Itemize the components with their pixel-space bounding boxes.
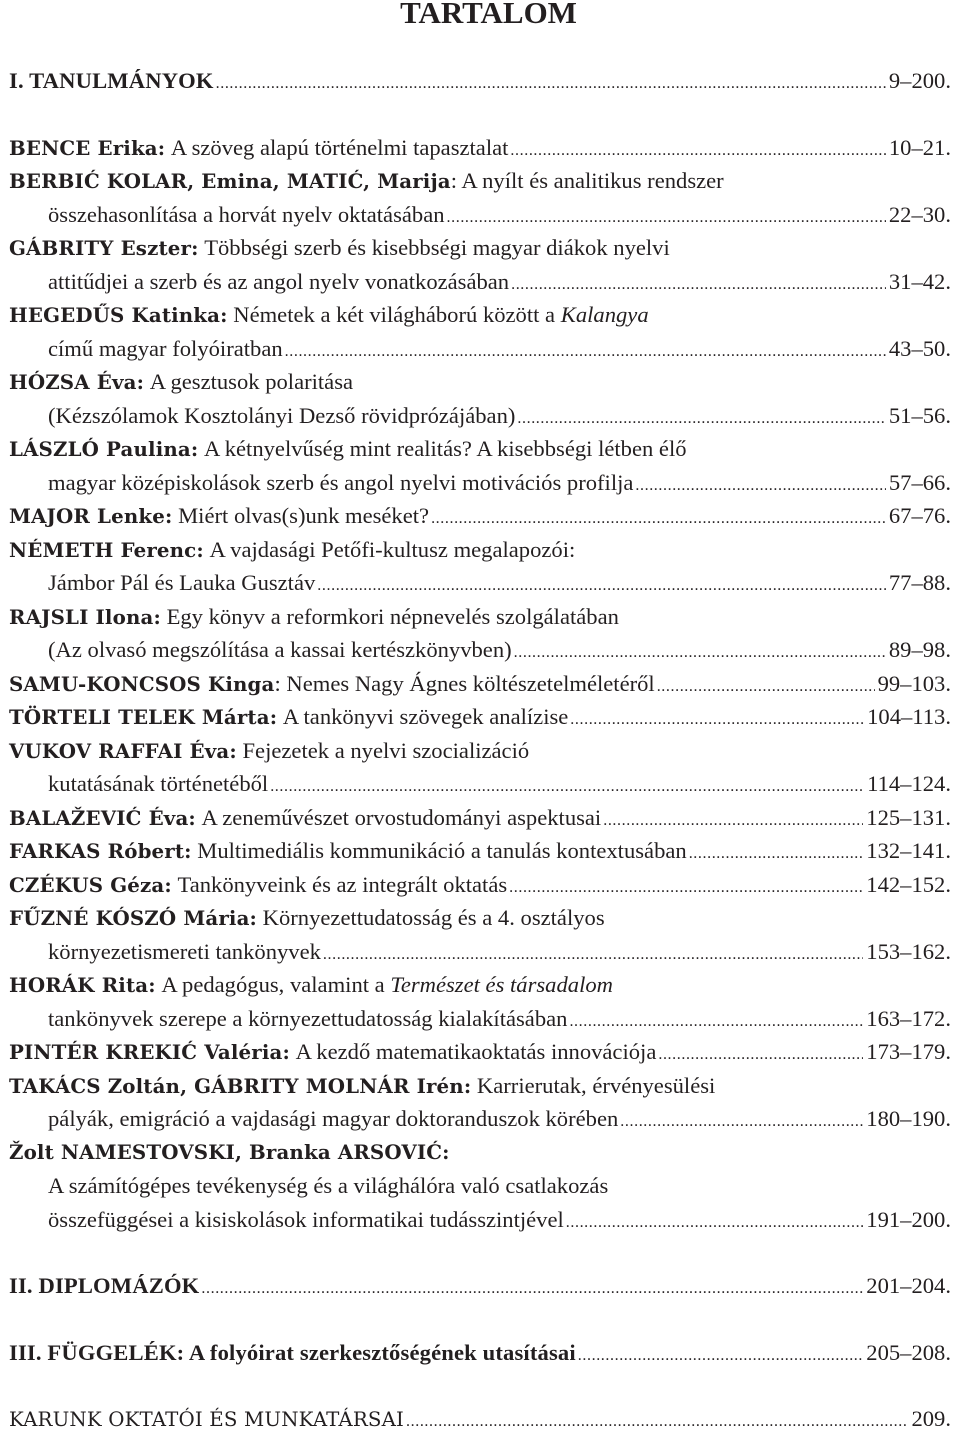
spacer <box>9 98 951 131</box>
toc-entry[interactable] <box>9 131 951 165</box>
page-range: 163–172. <box>866 1005 951 1031</box>
entry-title: attitűdjei a szerb és az angol nyelv vonatkozásában <box>48 268 510 294</box>
entry-author: HÓZSA Éva: <box>9 370 145 394</box>
toc-entry[interactable] <box>9 868 951 902</box>
dot-leader <box>620 1105 863 1139</box>
page-range: 22–30. <box>888 201 951 227</box>
entry-title: A gesztusok polaritása <box>149 369 354 394</box>
entry-author: FŰZNÉ KÓSZÓ Mária: <box>9 906 257 930</box>
entry-author: VUKOV RAFFAI Éva: <box>9 738 237 763</box>
page-range: 67–76. <box>888 503 951 528</box>
page-range: 125–131. <box>866 804 951 830</box>
dot-leader <box>510 134 885 168</box>
dot-leader <box>517 402 885 436</box>
toc-entry-continuation[interactable] <box>9 633 951 667</box>
entry-title: A számítógépes tevékenység és a világháló​ra való csatlakozás <box>48 1173 609 1198</box>
page-range: 77–88. <box>888 570 951 595</box>
page-range: 31–42. <box>888 268 951 294</box>
entry-title: kutatásának történetéből <box>48 771 269 796</box>
entry-author: RAJSLI Ilona: <box>9 604 161 629</box>
dot-leader <box>511 268 886 302</box>
page-range: 142–152. <box>866 871 951 897</box>
dot-leader <box>570 703 864 737</box>
toc-entry[interactable] <box>9 1035 951 1069</box>
toc-entry[interactable] <box>9 1069 951 1103</box>
entry-author: BERBIĆ KOLAR, Emina, MATIĆ, Marija <box>9 169 451 193</box>
entry-title: A tankönyvi szövegek analízise <box>282 704 569 729</box>
entry-author: SAMU-KONCSOS Kinga <box>9 671 275 696</box>
dot-leader <box>201 1272 863 1306</box>
toc-entry[interactable] <box>9 600 951 634</box>
entry-author: CZÉKUS Géza: <box>9 872 172 897</box>
page-title: TARTALOM <box>400 0 577 26</box>
spacer <box>9 1236 951 1269</box>
entry-title: összefüggései a kisiskolások informatikai tudásszintjével <box>48 1206 564 1232</box>
entry-title: összehasonlítása a horvát nyelv oktatásában <box>48 201 445 227</box>
entry-author: HORÁK Rita: <box>9 973 156 997</box>
entry-title: Egy könyv a reformkori népnevelés szolgálatában <box>166 603 619 629</box>
toc-entry[interactable] <box>9 1136 951 1170</box>
page-range: 209. <box>911 1406 951 1431</box>
toc-entry[interactable] <box>9 164 951 198</box>
entry-title: pályák, emigráció a vajdasági magyar doktoranduszok körében <box>48 1106 619 1131</box>
entry-title-italic: Természet és társadalom <box>390 972 613 997</box>
entry-title: magyar középiskolások szerb és angol nyelvi motivációs profilja <box>48 469 634 495</box>
toc-entry[interactable] <box>9 901 951 935</box>
entry-author: GÁBRITY Eszter: <box>9 236 199 260</box>
dot-leader <box>569 1005 863 1039</box>
entry-title: : A nyílt és analitikus rendszer <box>450 168 724 193</box>
section-heading: KARUNK OKTATÓI ÉS MUNKATÁRSAI <box>9 1408 405 1431</box>
toc-section-staff[interactable] <box>9 1402 951 1436</box>
dot-leader <box>578 1339 863 1373</box>
toc-section-appendix[interactable] <box>9 1336 951 1370</box>
table-of-contents <box>9 0 951 1436</box>
dot-leader <box>270 770 864 804</box>
entry-title: Többségi szerb és kisebbségi magyar diákok nyelvi <box>204 235 670 260</box>
entry-title: A szöveg alapú történelmi tapasztalat <box>170 134 509 160</box>
entry-title: Miért olvas(s)unk meséket? <box>178 503 430 528</box>
toc-entry-continuation[interactable] <box>9 1102 951 1136</box>
spacer <box>9 1369 951 1402</box>
toc-entry[interactable] <box>9 667 951 701</box>
dot-leader <box>406 1405 908 1439</box>
entry-author: MAJOR Lenke: <box>9 504 173 528</box>
page-range: 132–141. <box>866 838 951 863</box>
entry-title: A pedagógus, valamint a <box>161 972 385 997</box>
dot-leader <box>431 502 886 536</box>
toc-entries <box>9 131 951 1237</box>
page-range: 57–66. <box>888 469 951 495</box>
page-range: 10–21. <box>888 134 951 160</box>
dot-leader <box>509 871 863 905</box>
toc-entry-continuation[interactable] <box>9 466 951 500</box>
toc-entry[interactable] <box>9 533 951 567</box>
entry-title-italic: Kalangya <box>560 302 649 327</box>
toc-entry[interactable] <box>9 432 951 466</box>
page-range: 43–50. <box>888 335 951 361</box>
page-range: 205–208. <box>866 1339 951 1365</box>
page-range: 114–124. <box>867 771 951 796</box>
toc-entry-continuation[interactable] <box>9 566 951 600</box>
entry-title: A vajdasági Petőfi-kultusz megalapozói: <box>209 536 576 562</box>
section-heading: I. TANULMÁNYOK <box>9 68 214 93</box>
entry-title: Karrierutak, érvényesülési <box>476 1072 716 1098</box>
toc-entry-continuation[interactable] <box>9 1203 951 1237</box>
spacer <box>9 1303 951 1336</box>
toc-entry[interactable] <box>9 734 951 768</box>
entry-author: FARKAS Róbert: <box>9 839 192 863</box>
entry-author: BENCE Erika: <box>9 135 166 160</box>
entry-title: Fejezetek a nyelvi szocializáció <box>242 737 530 763</box>
entry-author: BALAŽEVIĆ Éva: <box>9 805 196 830</box>
section-heading: III. FÜGGELÉK: A folyóirat szerkesztőségének utasításai <box>9 1339 576 1365</box>
toc-section-graduates[interactable] <box>9 1269 951 1303</box>
dot-leader <box>566 1206 863 1240</box>
entry-title: című magyar folyóiratban <box>48 335 283 361</box>
dot-leader <box>689 837 864 871</box>
page-range: 104–113. <box>867 704 951 729</box>
entry-title: : Nemes Nagy Ágnes költészetelméletéről <box>274 670 655 696</box>
entry-author: NÉMETH Ferenc: <box>9 537 204 562</box>
entry-title: Németek a két világháború között a <box>233 302 556 327</box>
dot-leader <box>514 636 886 670</box>
toc-entry[interactable] <box>9 231 951 265</box>
toc-entry-continuation[interactable] <box>9 198 951 232</box>
entry-author: LÁSZLÓ Paulina: <box>9 437 199 461</box>
dot-leader <box>603 804 863 838</box>
entry-title: Multimediális kommunikáció a tanulás kontextusában <box>197 838 687 863</box>
entry-title: A kétnyelvűség mint realitás? A kisebbségi létben élő <box>204 436 687 461</box>
toc-entry-continuation[interactable] <box>9 265 951 299</box>
page-range: 99–103. <box>877 670 951 696</box>
section-heading: II. DIPLOMÁZÓK <box>9 1273 200 1298</box>
dot-leader <box>216 67 886 101</box>
page-range: 9–200. <box>888 68 951 93</box>
dot-leader <box>285 335 886 369</box>
entry-title: Tankönyveink és az integrált oktatás <box>177 871 508 897</box>
entry-author: PINTÉR KREKIĆ Valéria: <box>9 1040 290 1064</box>
toc-entry[interactable] <box>9 834 951 868</box>
toc-entry-continuation[interactable] <box>9 1002 951 1036</box>
toc-entry[interactable] <box>9 968 951 1002</box>
toc-entry[interactable] <box>9 801 951 835</box>
entry-title: (Az olvasó megszólítása a kassai kertészkönyvben) <box>48 637 512 662</box>
page-range: 89–98. <box>888 637 951 662</box>
dot-leader <box>635 469 885 503</box>
toc-entry-continuation[interactable] <box>9 1169 951 1203</box>
toc-entry-continuation[interactable] <box>9 767 951 801</box>
entry-title: Jámbor Pál és Lauka Gusztáv <box>48 570 316 595</box>
page-range: 180–190. <box>866 1106 951 1131</box>
toc-entry-continuation[interactable] <box>9 332 951 366</box>
toc-entry[interactable] <box>9 700 951 734</box>
page-range: 191–200. <box>866 1206 951 1232</box>
page-range: 51–56. <box>888 402 951 428</box>
page-range: 201–204. <box>866 1273 951 1298</box>
dot-leader <box>447 201 886 235</box>
toc-entry[interactable] <box>9 298 951 332</box>
entry-title: környezetismereti tankönyvek <box>48 938 321 964</box>
toc-entry-continuation[interactable] <box>9 399 951 433</box>
toc-entry-continuation[interactable] <box>9 935 951 969</box>
entry-title: Környezettudatosság és a 4. osztályos <box>262 905 605 930</box>
entry-title: (Kézszólamok Kosztolányi Dezső rövidprózájában) <box>48 402 516 428</box>
toc-entry[interactable] <box>9 499 951 533</box>
dot-leader <box>657 670 875 704</box>
entry-title: tankönyvek szerepe a környezettudatosság kialakításában <box>48 1005 568 1031</box>
toc-section-studies[interactable] <box>9 64 951 98</box>
toc-entry[interactable] <box>9 365 951 399</box>
dot-leader <box>317 569 886 603</box>
entry-title: A kezdő matematikaoktatás innovációja <box>295 1039 657 1064</box>
entry-author: TAKÁCS Zoltán, GÁBRITY MOLNÁR Irén: <box>9 1073 472 1098</box>
page-range: 173–179. <box>866 1039 951 1064</box>
dot-leader <box>323 938 863 972</box>
entry-author: HEGEDŰS Katinka: <box>9 303 228 327</box>
entry-title: A zeneművészet orvostudományi aspektusai <box>201 804 602 830</box>
entry-author: TÖRTELI TELEK Márta: <box>9 705 278 729</box>
dot-leader <box>658 1038 863 1072</box>
page-range: 153–162. <box>866 938 951 964</box>
entry-author: Žolt NAMESTOVSKI, Branka ARSOVIĆ: <box>9 1139 450 1164</box>
